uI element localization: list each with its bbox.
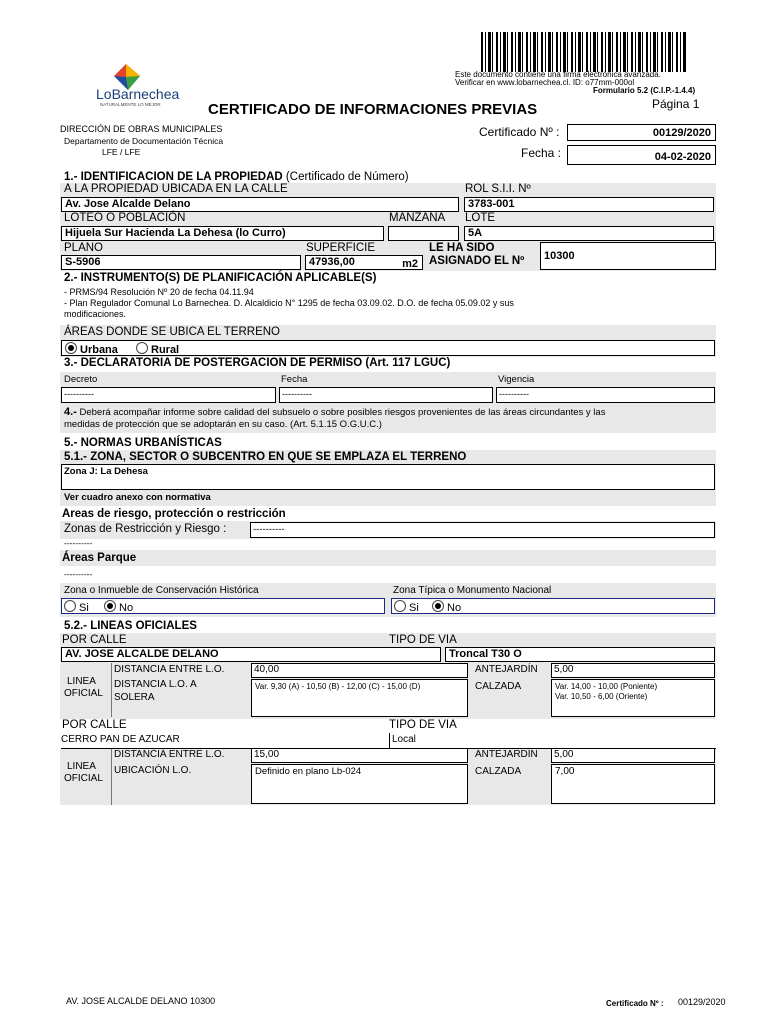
radio-checked-icon: [65, 342, 77, 354]
calzada-label-2: CALZADA: [475, 766, 522, 777]
dist-lo-label-1: DISTANCIA ENTRE L.O.: [114, 664, 225, 675]
calle2-field: CERRO PAN DE AZUCAR: [61, 733, 387, 749]
section2-title: 2.- INSTRUMENTO(S) DE PLANIFICACIÓN APLICABLE(S): [64, 272, 377, 284]
radio-checked-icon: [432, 600, 444, 612]
calz1-field: Var. 14,00 - 10,00 (Poniente) Var. 10,50 - 6,00 (Oriente): [551, 679, 715, 717]
parque-dashes: ----------: [64, 569, 93, 579]
fecha-label: Fecha :: [521, 146, 562, 160]
superficie-label: SUPERFICIE: [306, 242, 376, 254]
dist2-field: 15,00: [251, 748, 468, 763]
dept-line3: LFE / LFE: [102, 147, 141, 157]
tipica-si-radio[interactable]: Si: [394, 600, 419, 614]
firma-line1: Este documento contiene una firma electrónica avanzada.: [455, 70, 661, 79]
parque-title: Áreas Parque: [62, 552, 137, 564]
dist-solera-label-1a: DISTANCIA L.O. A: [114, 679, 197, 690]
por-calle-label-1: POR CALLE: [62, 634, 127, 646]
rol-label: ROL S.I.I. Nº: [465, 183, 531, 195]
section5-title: 5.- NORMAS URBANÍSTICAS: [64, 437, 222, 449]
conserv-no-radio[interactable]: No: [104, 600, 133, 614]
fecha3-label: Fecha: [281, 374, 308, 385]
ante2-field: 5,00: [551, 748, 715, 763]
tipo-via-label-2: TIPO DE VIA: [389, 719, 457, 731]
lote-field: 5A: [464, 226, 714, 241]
por-calle-label-2: POR CALLE: [62, 719, 127, 731]
vigencia-label: Vigencia: [498, 374, 535, 385]
lote-label: LOTE: [465, 212, 496, 224]
rol-field: 3783-001: [464, 197, 714, 212]
logo-text: LoBarnechea: [96, 86, 180, 102]
fecha-box: [567, 145, 716, 165]
zona-field: Zona J: La Dehesa: [61, 464, 715, 490]
urbana-radio[interactable]: Urbana: [65, 342, 118, 356]
section4-line1: 4.- Deberá acompañar informe sobre calidad del subsuelo o sobre posibles riesgos provenientes de las áreas circundantes y las: [64, 406, 606, 418]
radio-unchecked-icon: [64, 600, 76, 612]
linea-label-1: LINEA: [67, 676, 96, 687]
calz2-field: 7,00: [551, 764, 715, 804]
rural-radio[interactable]: Rural: [136, 342, 179, 356]
conserv-label: Zona o Inmueble de Conservación Histórica: [64, 585, 259, 596]
page-title: CERTIFICADO DE INFORMACIONES PREVIAS: [208, 101, 538, 118]
vigencia-field: ----------: [496, 387, 715, 403]
fecha3-field: ----------: [279, 387, 493, 403]
plano-label: PLANO: [64, 242, 103, 254]
radio-unchecked-icon: [136, 342, 148, 354]
conserv-field: [61, 598, 385, 614]
tipo-via-label-1: TIPO DE VIA: [389, 634, 457, 646]
riesgo-label: Zonas de Restricción y Riesgo :: [64, 523, 227, 535]
superficie-field: 47936,00 m2: [305, 255, 423, 270]
footer-cert-label: Certificado Nº :: [606, 999, 664, 1008]
conserv-si-radio[interactable]: Si: [64, 600, 89, 614]
fecha-value: 04-02-2020: [654, 151, 711, 163]
ante1-field: 5,00: [551, 663, 715, 678]
section4-line2: medidas de protección que se adoptarán en su caso. (Art. 5.1.15 O.G.U.C.): [64, 419, 382, 430]
parque-panel: [60, 550, 716, 566]
calle-field: Av. Jose Alcalde Delano: [61, 197, 459, 212]
dist-lo-label-2: DISTANCIA ENTRE L.O.: [114, 749, 225, 760]
firma-line2: Verificar en www.lobarnechea.cl. ID: o77mm-000ol: [455, 78, 635, 87]
dist-solera-label-1b: SOLERA: [114, 692, 155, 703]
manzana-label: MANZANA: [389, 212, 446, 224]
tipo1-field: Troncal T30 O: [445, 647, 715, 662]
section52-title: 5.2.- LINEAS OFICIALES: [64, 620, 197, 632]
riesgo-title: Areas de riesgo, protección o restricción: [62, 508, 286, 520]
asignado-line1: LE HA SIDO: [429, 242, 495, 254]
instrumento-line1: - PRMS/94 Resolución Nº 20 de fecha 04.11.94: [64, 287, 254, 297]
tipica-field: [391, 598, 715, 614]
radio-checked-icon: [104, 600, 116, 612]
section51-title: 5.1.- ZONA, SECTOR O SUBCENTRO EN QUE SE EMPLAZA EL TERRENO: [64, 451, 467, 463]
instrumento-line2: - Plan Regulador Comunal Lo Barnechea. D. Alcaldicio N° 1295 de fecha 03.09.02. D.O. de fecha 05.09.02 y sus: [64, 298, 514, 308]
dept-line1: DIRECCIÓN DE OBRAS MUNICIPALES: [60, 124, 223, 134]
tipica-label: Zona Típica o Monumento Nacional: [393, 585, 552, 596]
tipo2-field: Local: [389, 733, 716, 749]
dist1-field: 40,00: [251, 663, 468, 678]
linea-divider-1: [111, 663, 112, 717]
var1-field: Var. 9,30 (A) - 10,50 (B) - 12,00 (C) - 15,00 (D): [251, 679, 468, 717]
cert-number: 00129/2020: [652, 127, 711, 139]
linea-divider-2: [111, 749, 112, 805]
instrumento-line3: modificaciones.: [64, 309, 127, 319]
decreto-field: ----------: [61, 387, 276, 403]
linea-label-2: LINEA: [67, 761, 96, 772]
riesgo-dashes: ----------: [64, 538, 93, 548]
loteo-field: Hijuela Sur Hacienda La Dehesa (lo Curro): [61, 226, 384, 241]
section1-title: 1.- IDENTIFICACION DE LA PROPIEDAD (Certificado de Número): [64, 171, 409, 183]
ubic2-field: Definido en plano Lb-024: [251, 764, 468, 804]
loteo-label: LOTEO O POBLACIÓN: [64, 212, 186, 224]
section3-title: 3.- DECLARATORIA DE POSTERGACION DE PERMISO (Art. 117 LGUC): [64, 357, 451, 369]
calle1-field: AV. JOSE ALCALDE DELANO: [61, 647, 441, 662]
decreto-label: Decreto: [64, 374, 98, 385]
ver-cuadro: Ver cuadro anexo con normativa: [64, 492, 211, 503]
dept-line2: Departamento de Documentación Técnica: [64, 136, 224, 146]
areas-label: ÁREAS DONDE SE UBICA EL TERRENO: [64, 326, 281, 338]
formulario: Formulario 5.2 (C.I.P.-1.4.4): [593, 86, 696, 95]
logo: [96, 62, 216, 107]
riesgo-field: ----------: [250, 522, 715, 538]
oficial-label-2: OFICIAL: [64, 773, 103, 784]
oficial-label-1: OFICIAL: [64, 688, 103, 699]
cert-label: Certificado Nº :: [479, 125, 560, 139]
cert-number-box: [567, 124, 716, 141]
asignado-line2: ASIGNADO EL Nº: [429, 255, 525, 267]
asignado-field: 10300: [540, 242, 716, 270]
manzana-field: [388, 226, 459, 241]
footer-address: AV. JOSE ALCALDE DELANO 10300: [66, 996, 216, 1006]
calle-label: A LA PROPIEDAD UBICADA EN LA CALLE: [64, 183, 288, 195]
plano-field: S-5906: [61, 255, 301, 270]
calzada-label-1: CALZADA: [475, 681, 522, 692]
radio-unchecked-icon: [394, 600, 406, 612]
antejardin-label-1: ANTEJARDÍN: [475, 664, 538, 675]
ubicacion-label-2: UBICACIÓN L.O.: [114, 765, 192, 776]
logo-tagline: NATURALMENTE LO MEJOR: [100, 102, 161, 107]
barcode: [481, 32, 687, 72]
antejardin-label-2: ANTEJARDÍN: [475, 749, 538, 760]
footer-cert-value: 00129/2020: [678, 997, 726, 1007]
areas-field: [61, 340, 715, 356]
tipica-no-radio[interactable]: No: [432, 600, 461, 614]
page-number: Página 1: [652, 97, 700, 111]
